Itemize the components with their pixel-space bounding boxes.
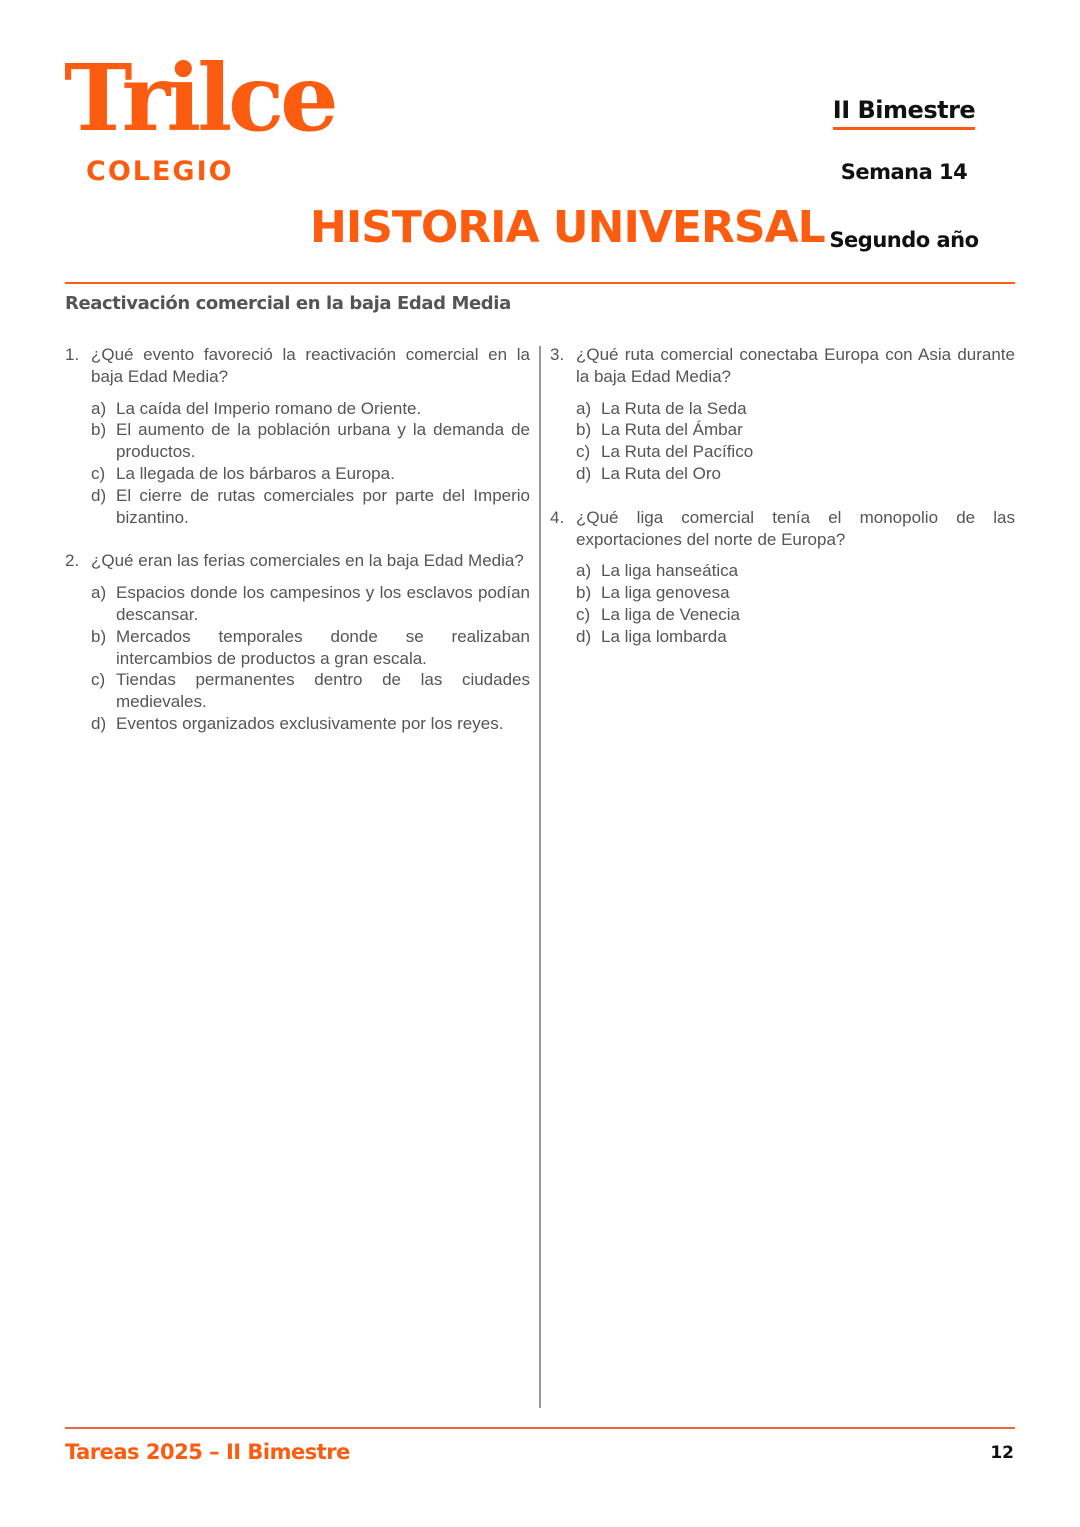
question-text: ¿Qué eran las ferias comerciales en la baja Edad Media? [91, 551, 524, 571]
question-4 [550, 507, 1015, 648]
header-meta [804, 96, 1004, 252]
trilce-logo: Trilce [64, 44, 335, 152]
option-c [576, 441, 1015, 463]
option-letter: a) [576, 398, 592, 418]
option-d [576, 626, 1015, 648]
page-number: 12 [990, 1443, 1014, 1463]
question-2 [65, 550, 530, 734]
option-letter: c) [91, 670, 106, 690]
option-text: La Ruta del Pacífico [601, 442, 754, 462]
question-number: 2. [65, 551, 80, 571]
option-letter: a) [576, 561, 592, 581]
footer-divider [65, 1427, 1015, 1429]
header-divider [65, 282, 1015, 284]
semana-label: Semana 14 [840, 160, 968, 184]
question-text: ¿Qué liga comercial tenía el monopolio de las exportaciones del norte de Europa? [576, 507, 1015, 549]
option-text: La llegada de los bárbaros a Europa. [116, 463, 395, 483]
option-letter: a) [91, 583, 107, 603]
question-1 [65, 344, 530, 528]
option-letter: b) [91, 420, 107, 440]
question-number: 4. [550, 507, 565, 527]
option-text: La liga lombarda [601, 626, 727, 646]
option-b [91, 626, 530, 670]
option-letter: b) [576, 420, 592, 440]
option-letter: a) [91, 398, 107, 418]
option-letter: d) [576, 463, 592, 483]
option-text: La caída del Imperio romano de Oriente. [116, 398, 422, 418]
option-b [91, 419, 530, 463]
option-text: Mercados temporales donde se realizaban intercambios de productos a gran escala. [116, 626, 530, 668]
option-c [91, 463, 530, 485]
option-text: La liga genovesa [601, 583, 730, 603]
option-letter: c) [576, 604, 591, 624]
footer-label: Tareas 2025 – II Bimestre [65, 1440, 350, 1464]
option-c [91, 669, 530, 713]
options-list [65, 582, 530, 735]
options-list [65, 398, 530, 529]
option-text: La Ruta del Ámbar [601, 420, 743, 440]
option-a [576, 398, 1015, 420]
option-letter: d) [91, 713, 107, 733]
option-text: La Ruta del Oro [601, 463, 722, 483]
option-a [576, 560, 1015, 582]
question-number: 1. [65, 345, 80, 364]
option-b [576, 419, 1015, 441]
left-column [65, 344, 530, 757]
option-letter: d) [91, 485, 107, 505]
option-d [576, 463, 1015, 485]
bimestre-label: II Bimestre [833, 96, 975, 130]
column-divider [539, 346, 541, 1408]
logo-subtitle: COLEGIO [86, 156, 234, 187]
option-text: Espacios donde los campesinos y los esclavos podían descansar. [116, 583, 530, 624]
topic-heading: Reactivación comercial en la baja Edad Media [65, 293, 511, 314]
subject-title: HISTORIA UNIVERSAL [310, 202, 825, 253]
option-b [576, 582, 1015, 604]
question-3 [550, 344, 1015, 485]
option-a [91, 582, 530, 626]
option-letter: c) [91, 463, 106, 483]
option-letter: c) [576, 442, 591, 462]
option-text: El cierre de rutas comerciales por parte del Imperio bizantino. [116, 485, 530, 527]
option-text: La liga hanseática [601, 561, 739, 581]
question-text: ¿Qué ruta comercial conectaba Europa con Asia durante la baja Edad Media? [576, 345, 1015, 386]
option-text: La liga de Venecia [601, 604, 740, 624]
right-column [550, 344, 1015, 670]
option-letter: b) [91, 626, 107, 646]
option-letter: b) [576, 583, 592, 603]
question-text: ¿Qué evento favoreció la reactivación comercial en la baja Edad Media? [91, 345, 530, 386]
option-c [576, 604, 1015, 626]
question-number: 3. [550, 345, 565, 364]
grade-label: Segundo año [829, 228, 979, 252]
options-list [550, 560, 1015, 647]
option-text: La Ruta de la Seda [601, 398, 747, 418]
option-d [91, 713, 530, 735]
option-d [91, 485, 530, 529]
option-text: Eventos organizados exclusivamente por los reyes. [116, 713, 504, 733]
option-a [91, 398, 530, 420]
option-text: El aumento de la población urbana y la demanda de productos. [116, 420, 530, 462]
options-list [550, 398, 1015, 485]
option-letter: d) [576, 626, 592, 646]
option-text: Tiendas permanentes dentro de las ciudades medievales. [116, 670, 530, 712]
